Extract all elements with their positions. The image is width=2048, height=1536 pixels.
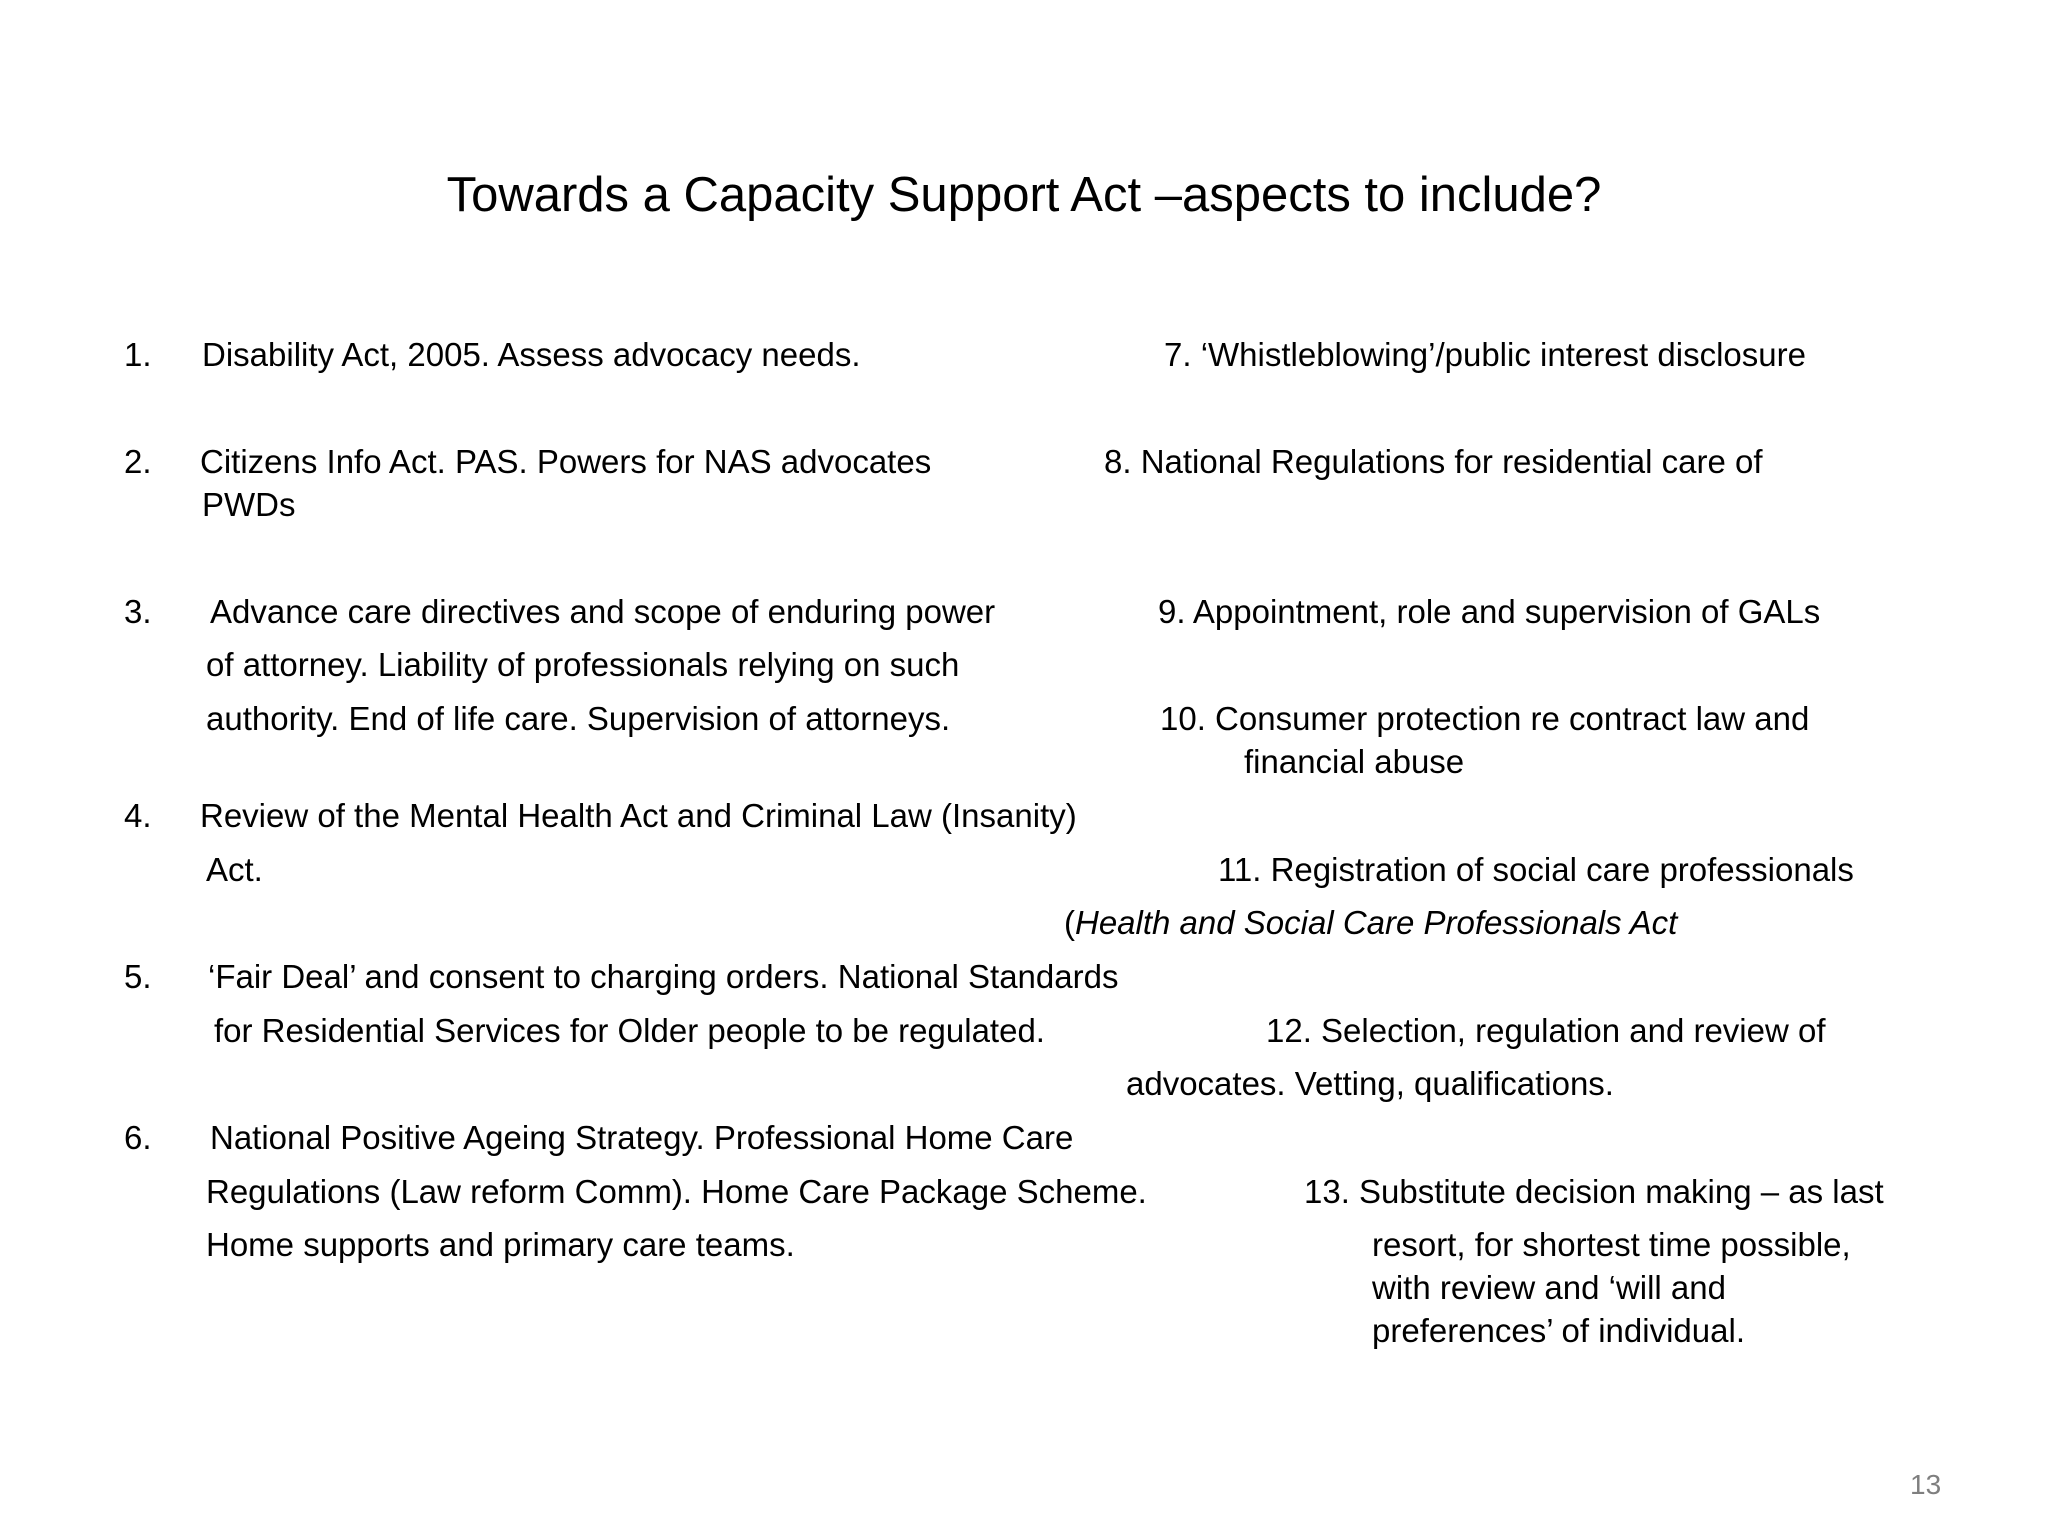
item-1-line-1: Disability Act, 2005. Assess advocacy needs. (202, 336, 861, 373)
item-7-line-1: 7. ‘Whistleblowing’/public interest disclosure (1164, 336, 1806, 373)
item-2-line-1: Citizens Info Act. PAS. Powers for NAS advocates (200, 443, 932, 480)
item-5-number: 5. (124, 958, 152, 995)
item-11-line-2 (1064, 902, 1677, 944)
item-11-paren: ( (1064, 904, 1075, 941)
item-3-line-2: of attorney. Liability of professionals relying on such (206, 646, 960, 683)
item-4-line-2: Act. (206, 851, 263, 888)
item-11-line-1: 11. Registration of social care professionals (1218, 851, 1854, 888)
item-5-line-2: for Residential Services for Older people to be regulated. (214, 1012, 1045, 1049)
item-13-line-1: 13. Substitute decision making – as last (1304, 1173, 1884, 1210)
item-4-line-1: Review of the Mental Health Act and Criminal Law (Insanity) (200, 797, 1077, 834)
item-13-line-4: preferences’ of individual. (1372, 1312, 1745, 1349)
item-10-line-1: 10. Consumer protection re contract law and (1160, 700, 1810, 737)
item-6-number: 6. (124, 1119, 152, 1156)
item-3-number: 3. (124, 593, 152, 630)
item-11-act-name: Health and Social Care Professionals Act (1075, 904, 1678, 941)
item-10-line-2: financial abuse (1244, 743, 1465, 780)
item-2-number: 2. (124, 443, 152, 480)
item-13-line-3: with review and ‘will and (1372, 1269, 1726, 1306)
item-12-line-2: advocates. Vetting, qualifications. (1126, 1065, 1614, 1102)
item-3-line-1: Advance care directives and scope of enduring power (210, 593, 996, 630)
item-6-line-2: Regulations (Law reform Comm). Home Care Package Scheme. (206, 1173, 1147, 1210)
item-5-line-1: ‘Fair Deal’ and consent to charging orders. National Standards (208, 958, 1119, 995)
item-9-line-1: 9. Appointment, role and supervision of GALs (1158, 593, 1821, 630)
item-12-line-1: 12. Selection, regulation and review of (1266, 1012, 1826, 1049)
item-6-line-3: Home supports and primary care teams. (206, 1226, 795, 1263)
item-4-number: 4. (124, 797, 152, 834)
item-3-line-3: authority. End of life care. Supervision of attorneys. (206, 700, 951, 737)
slide-title: Towards a Capacity Support Act –aspects to include? (446, 168, 1602, 222)
item-8-line-1: 8. National Regulations for residential care of (1104, 443, 1763, 480)
item-6-line-1: National Positive Ageing Strategy. Professional Home Care (210, 1119, 1074, 1156)
item-2-line-2: PWDs (202, 486, 296, 523)
item-13-line-2: resort, for shortest time possible, (1372, 1226, 1851, 1263)
item-1-number: 1. (124, 336, 152, 373)
page-number: 13 (1910, 1469, 1942, 1500)
